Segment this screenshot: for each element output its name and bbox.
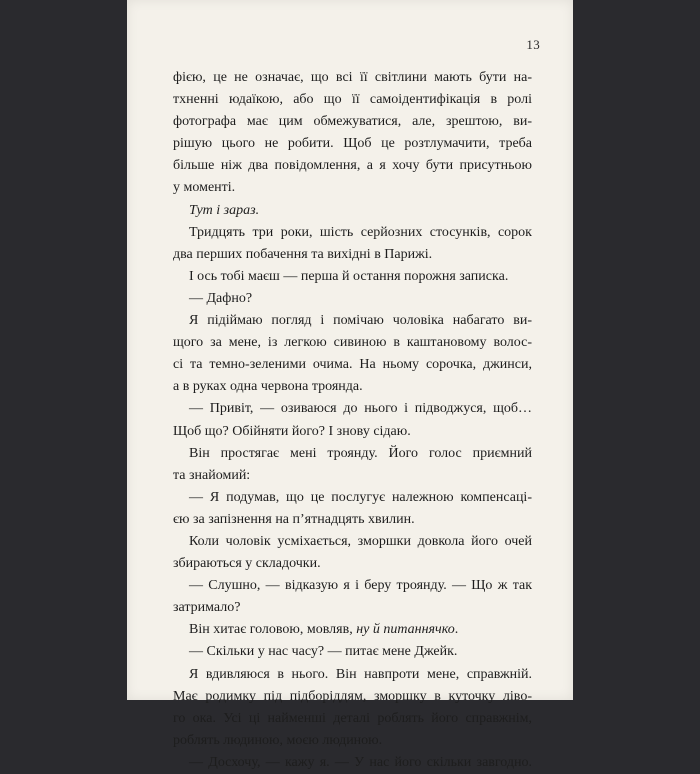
text-line: рішую цього не робити. Щоб це розтлумачити, треба	[173, 136, 532, 152]
text-line: Щоб що? Обійняти його? І знову сідаю.	[173, 423, 411, 439]
text-line: та знайомий:	[173, 467, 251, 483]
text-line: го ока. Усі ці найменші деталі роблять його справжнім,	[173, 710, 532, 726]
text-line: фотографа має цим обмежуватися, але, зрештою, ви-	[173, 114, 532, 130]
text-line: збираються у складочки.	[173, 556, 321, 572]
text-line: Тут і зараз.	[189, 202, 260, 218]
text-line: більше ніж два повідомлення, а я хочу бути присутньою	[173, 158, 532, 174]
text-line: І ось тобі маєш — перша й остання порожня записка.	[189, 268, 509, 284]
text-line: — Досхочу, — кажу я. — У нас його скільки завгодно.	[189, 754, 532, 770]
page-number: 13	[526, 37, 540, 52]
text-line: сі та темно-зеленими очима. На ньому сорочка, джинси,	[173, 357, 532, 373]
text-line: єю за запізнення на п’ятнадцять хвилин.	[173, 511, 415, 527]
text-line: а в руках одна червона троянда.	[173, 379, 363, 395]
italic-phrase: ну й питаннячко	[356, 622, 455, 638]
book-page	[127, 0, 573, 770]
text-line: — Дафно?	[189, 290, 253, 306]
text-line: Я вдивляюся в нього. Він навпроти мене, справжній.	[189, 666, 532, 682]
text-line: Має родимку під підборіддям, зморшку в куточку ліво-	[173, 688, 532, 704]
text-line: фією, це не означає, що всі її світлини мають бути на-	[173, 70, 532, 85]
text-line: затримало?	[173, 600, 241, 616]
text-line: Він хитає головою, мовляв, ну й питаннячко.	[189, 622, 459, 638]
text-line: два перших побачення та вихідні в Парижі.	[173, 246, 433, 262]
text-line: — Я подумав, що це послугує належною компенсаці-	[189, 489, 532, 505]
text-line: Коли чоловік усміхається, зморшки довкола його очей	[189, 533, 532, 549]
text-line: тхненні юдаїкою, або що її самоідентифікація в ролі	[173, 92, 532, 108]
text-line: Тридцять три роки, шість серйозних стосунків, сорок	[189, 224, 532, 240]
text-line: Я підіймаю погляд і помічаю чоловіка набагато ви-	[189, 313, 532, 329]
text-line: роблять людиною, моєю людиною.	[173, 732, 383, 748]
text-line: щого за мене, із легкою сивиною в каштановому волос-	[173, 335, 532, 351]
text-line: Він простягає мені троянду. Його голос приємний	[189, 445, 532, 461]
body-text	[173, 67, 532, 774]
line-tail: .	[454, 622, 459, 638]
text-line: — Привіт, — озиваюся до нього і підводжуся, щоб…	[189, 401, 532, 417]
text-line: — Слушно, — відказую я і беру троянду. — Що ж так	[189, 578, 532, 594]
text-line: — Скільки у нас часу? — питає мене Джейк.	[189, 644, 458, 660]
text-line: у моменті.	[173, 180, 236, 196]
